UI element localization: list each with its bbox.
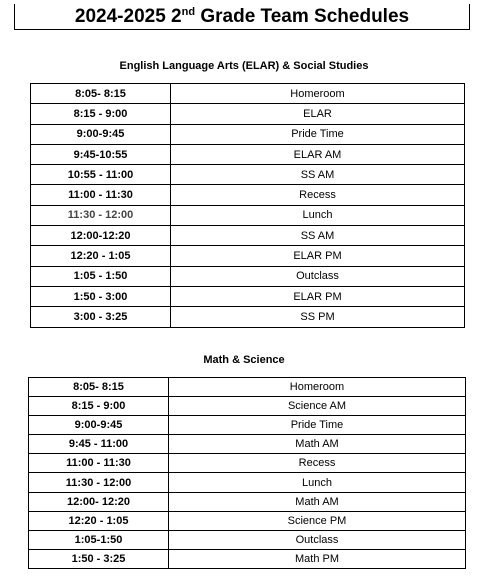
table-row [29, 492, 466, 511]
time-cell: 1:50 - 3:00 [31, 286, 171, 306]
time-cell: 8:15 - 9:00 [31, 104, 171, 124]
table-row [31, 205, 465, 225]
page-title [75, 6, 409, 27]
table-row [31, 104, 465, 124]
activity-cell: Homeroom [171, 84, 465, 104]
table-row [29, 435, 466, 454]
time-cell: 8:05- 8:15 [29, 378, 169, 397]
page-title-superscript: nd [181, 6, 196, 18]
time-cell: 10:55 - 11:00 [31, 165, 171, 185]
table-row [31, 124, 465, 144]
activity-cell: Math AM [169, 435, 466, 454]
activity-cell: Pride Time [169, 416, 466, 435]
time-cell: 8:15 - 9:00 [29, 397, 169, 416]
elar-schedule-body [31, 84, 465, 328]
activity-cell: Recess [169, 454, 466, 473]
math-section-heading: Math & Science [203, 354, 285, 366]
table-row [31, 144, 465, 164]
page-title-suffix: Grade Team Schedules [195, 6, 410, 27]
table-row [29, 397, 466, 416]
table-row [31, 246, 465, 266]
time-cell: 3:00 - 3:25 [31, 307, 171, 327]
activity-cell: Outclass [171, 266, 465, 286]
math-schedule-body [29, 378, 466, 569]
table-row [29, 378, 466, 397]
table-row [31, 226, 465, 246]
time-cell: 9:00-9:45 [29, 416, 169, 435]
page-title-box [14, 4, 470, 30]
activity-cell: SS AM [171, 226, 465, 246]
page-title-prefix: 2024-2025 2 [74, 6, 182, 27]
time-cell: 9:45 - 11:00 [29, 435, 169, 454]
activity-cell: ELAR PM [171, 286, 465, 306]
table-row [29, 530, 466, 549]
time-cell: 1:50 - 3:25 [29, 549, 169, 568]
activity-cell: ELAR [171, 104, 465, 124]
time-cell: 11:30 - 12:00 [29, 473, 169, 492]
time-cell: 11:00 - 11:30 [29, 454, 169, 473]
table-row [29, 454, 466, 473]
time-cell: 12:00-12:20 [31, 226, 171, 246]
table-row [29, 549, 466, 568]
table-row [31, 84, 465, 104]
time-cell: 1:05-1:50 [29, 530, 169, 549]
table-row [31, 307, 465, 327]
activity-cell: Math AM [169, 492, 466, 511]
activity-cell: Math PM [169, 549, 466, 568]
time-cell: 11:30 - 12:00 [31, 205, 171, 225]
time-cell: 11:00 - 11:30 [31, 185, 171, 205]
time-cell: 1:05 - 1:50 [31, 266, 171, 286]
elar-schedule-table [30, 83, 465, 328]
table-row [31, 286, 465, 306]
time-cell: 12:20 - 1:05 [31, 246, 171, 266]
math-schedule-table [28, 377, 466, 569]
table-row [31, 165, 465, 185]
table-row [29, 473, 466, 492]
time-cell: 8:05- 8:15 [31, 84, 171, 104]
activity-cell: SS AM [171, 165, 465, 185]
table-row [29, 511, 466, 530]
activity-cell: ELAR AM [171, 144, 465, 164]
table-row [31, 185, 465, 205]
time-cell: 9:45-10:55 [31, 144, 171, 164]
activity-cell: Outclass [169, 530, 466, 549]
activity-cell: Lunch [169, 473, 466, 492]
activity-cell: Recess [171, 185, 465, 205]
time-cell: 12:00- 12:20 [29, 492, 169, 511]
activity-cell: ELAR PM [171, 246, 465, 266]
activity-cell: Science PM [169, 511, 466, 530]
table-row [31, 266, 465, 286]
time-cell: 9:00-9:45 [31, 124, 171, 144]
time-cell: 12:20 - 1:05 [29, 511, 169, 530]
activity-cell: Lunch [171, 205, 465, 225]
table-row [29, 416, 466, 435]
activity-cell: Science AM [169, 397, 466, 416]
activity-cell: Homeroom [169, 378, 466, 397]
elar-section-heading: English Language Arts (ELAR) & Social Studies [119, 60, 369, 72]
activity-cell: Pride Time [171, 124, 465, 144]
activity-cell: SS PM [171, 307, 465, 327]
